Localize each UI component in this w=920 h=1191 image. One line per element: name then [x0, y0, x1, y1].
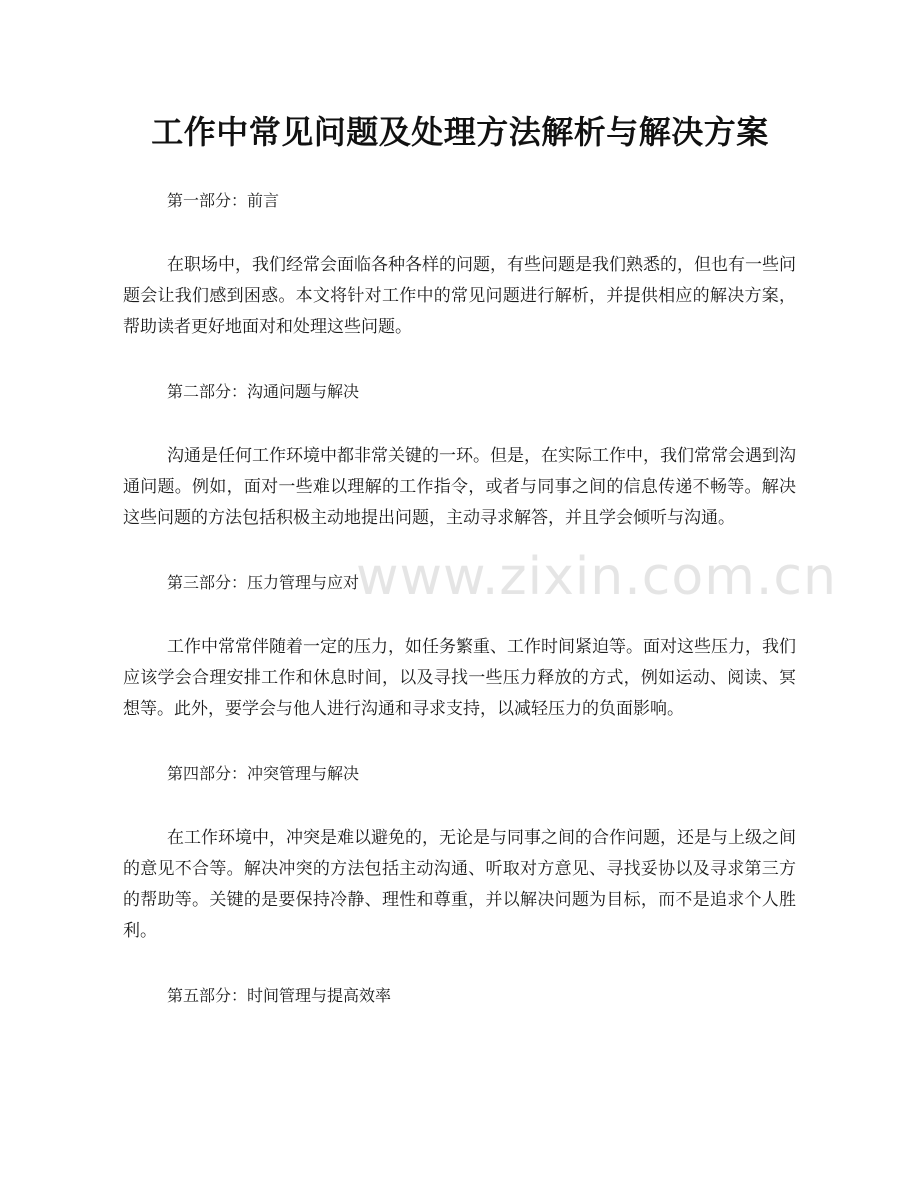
section-heading-4: 第四部分：冲突管理与解决 [167, 764, 360, 783]
section-paragraph-2: 沟通是任何工作环境中都非常关键的一环。但是，在实际工作中，我们常常会遇到沟通问题。例如，面对一些难以理解的工作指令，或者与同事之间的信息传递不畅等。解决这些问题的方法包括积极主动地提出问题，主动寻求解答，并且学会倾听与沟通。 [123, 446, 796, 528]
section-heading-5: 第五部分：时间管理与提高效率 [167, 986, 392, 1005]
section-heading-3: 第三部分：压力管理与应对 [167, 573, 360, 592]
section-heading-1: 第一部分：前言 [167, 191, 280, 210]
section-paragraph-1: 在职场中，我们经常会面临各种各样的问题，有些问题是我们熟悉的，但也有一些问题会让我们感到困惑。本文将针对工作中的常见问题进行解析，并提供相应的解决方案，帮助读者更好地面对和处理这些问题。 [123, 255, 796, 337]
section-heading-2: 第二部分：沟通问题与解决 [167, 382, 360, 401]
document-body [123, 182, 796, 1045]
section-paragraph-4: 在工作环境中，冲突是难以避免的，无论是与同事之间的合作问题，还是与上级之间的意见不合等。解决冲突的方法包括主动沟通、听取对方意见、寻找妥协以及寻求第三方的帮助等。关键的是要保持冷静、理性和尊重，并以解决问题为目标，而不是追求个人胜利。 [123, 828, 796, 941]
section-paragraph-3: 工作中常常伴随着一定的压力，如任务繁重、工作时间紧迫等。面对这些压力，我们应该学会合理安排工作和休息时间，以及寻找一些压力释放的方式，例如运动、阅读、冥想等。此外，要学会与他人进行沟通和寻求支持，以减轻压力的负面影响。 [123, 637, 796, 719]
document-title: 工作中常见问题及处理方法解析与解决方案 [151, 113, 769, 151]
watermark-text: www.zixin.com.cn [356, 547, 837, 607]
